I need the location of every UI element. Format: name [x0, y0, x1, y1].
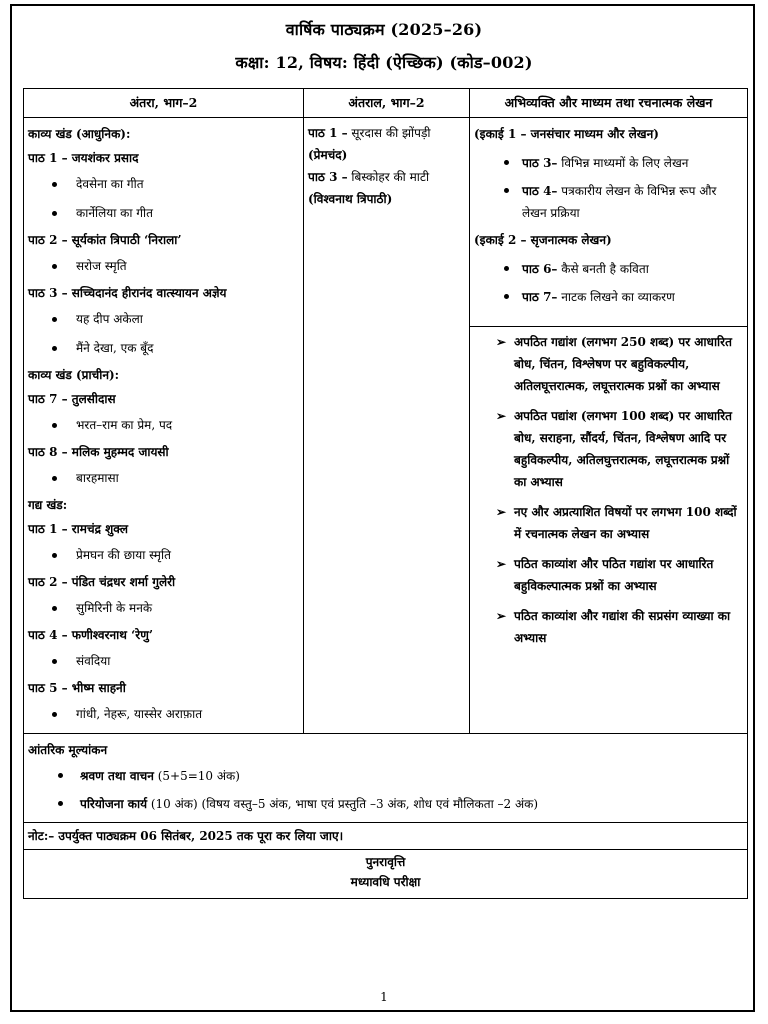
lesson-author: (प्रेमचंद) [308, 148, 348, 162]
lesson-title: पाठ 8 – मलिक मुहम्मद जायसी [28, 445, 169, 459]
section-heading: आंतरिक मूल्यांकन [28, 743, 108, 757]
practice-text: नए और अप्रत्याशित विषयों पर लगभग 100 शब्दों में रचनात्मक लेखन का अभ्यास [514, 505, 737, 541]
assessment-label: परियोजना कार्य [80, 797, 148, 811]
lesson-entry [308, 166, 465, 188]
list-item [474, 501, 743, 545]
lesson-title: पाठ 1 – जयशंकर प्रसाद [28, 151, 139, 165]
lesson-name: सूरदास की झोंपड़ी [347, 126, 431, 140]
list-item: देवसेना का गीत [28, 170, 299, 199]
revision-label: पुनरावृत्ति [365, 855, 406, 869]
lesson-title: पाठ 3 – सच्चिदानंद हीरानंद वात्स्यायन अज्ञेय [28, 286, 227, 300]
practice-text: अपठित पद्यांश (लगभग 100 शब्द) पर आधारित बोध, सराहना, सौंदर्य, चिंतन, विश्लेषण आदि पर बहुविकल्पीय, अतिलघुत्तरात्मक, लघूत्तरात्मक प्रश्नों का अभ्यास [514, 409, 732, 489]
list-item: गांधी, नेहरू, यास्सेर अराफ़ात [28, 700, 299, 729]
list-item: संवदिया [28, 647, 299, 676]
lesson-name: बिस्कोहर की माटी [347, 170, 430, 184]
column-header-antara: अंतरा, भाग–2 [24, 89, 304, 118]
lesson-author: (विश्वनाथ त्रिपाठी) [308, 192, 393, 206]
list-item: प्रेमघन की छाया स्मृति [28, 541, 299, 570]
lesson-name: कैसे बनती है कविता [557, 262, 649, 276]
lesson-number: पाठ 7– [522, 290, 558, 304]
lesson-name: नाटक लिखने का व्याकरण [557, 290, 675, 304]
lesson-number: पाठ 1 – [308, 126, 348, 140]
list-item: कार्नेलिया का गीत [28, 199, 299, 228]
list-item [474, 286, 743, 308]
column-header-abhivyakti: अभिव्यक्ति और माध्यम तथा रचनात्मक लेखन [470, 89, 748, 118]
list-item [474, 605, 743, 649]
lesson-name: पत्रकारीय लेखन के विभिन्न रूप और लेखन प्रक्रिया [522, 184, 717, 220]
column-header-antaral: अंतराल, भाग–2 [304, 89, 470, 118]
antaral-cell [304, 118, 470, 734]
list-item: मैंने देखा, एक बूँद [28, 334, 299, 363]
assessment-detail: (5+5=10 अंक) [153, 769, 240, 783]
table-row-footer [24, 850, 748, 899]
list-item [474, 152, 743, 174]
lesson-title: पाठ 4 – फणीश्वरनाथ ‘रेणु’ [28, 628, 154, 642]
list-item: सरोज स्मृति [28, 252, 299, 281]
list-item [474, 405, 743, 493]
page-title: वार्षिक पाठ्यक्रम (2025–26) [285, 20, 483, 39]
lesson-title: पाठ 2 – पंडित चंद्रधर शर्मा गुलेरी [28, 575, 176, 589]
lesson-number: पाठ 6– [522, 262, 558, 276]
page-subtitle: कक्षा: 12, विषय: हिंदी (ऐच्छिक) (कोड–002) [235, 53, 533, 72]
lesson-number: पाठ 4– [522, 184, 558, 198]
table-header-row [24, 89, 748, 118]
lesson-number: पाठ 3– [522, 156, 558, 170]
assessment-label: श्रवण तथा वाचन [80, 769, 154, 783]
list-item [474, 331, 743, 397]
assessment-detail: (10 अंक) (विषय वस्तु–5 अंक, भाषा एवं प्रस्तुति –3 अंक, शोध एवं मौलिकता –2 अंक) [147, 797, 539, 811]
table-row-note [24, 823, 748, 850]
section-heading: काव्य खंड (प्राचीन): [28, 368, 120, 382]
revision-cell [24, 850, 748, 899]
unit-heading: (इकाई 2 – सृजनात्मक लेखन) [474, 233, 612, 247]
list-item [28, 762, 743, 790]
abhivyakti-units-cell [470, 118, 748, 327]
practice-text: पठित काव्यांश और गद्यांश की सप्रसंग व्याख्या का अभ्यास [514, 609, 731, 645]
arrowhead-icon: ➢ [496, 335, 507, 349]
lesson-name: विभिन्न माध्यमों के लिए लेखन [557, 156, 689, 170]
antara-cell [24, 118, 304, 734]
arrowhead-icon: ➢ [496, 409, 507, 423]
list-item: यह दीप अकेला [28, 305, 299, 334]
lesson-title: पाठ 1 – रामचंद्र शुक्ल [28, 522, 128, 536]
note-cell: नोट:– उपर्युक्त पाठ्यक्रम 06 सितंबर, 2025 तक पूरा कर लिया जाए। [24, 823, 748, 850]
unit-heading: (इकाई 1 – जनसंचार माध्यम और लेखन) [474, 127, 659, 141]
list-item [474, 553, 743, 597]
internal-assessment-cell [24, 734, 748, 823]
list-item [474, 258, 743, 280]
midterm-label: मध्यावधि परीक्षा [350, 875, 421, 889]
arrowhead-icon: ➢ [496, 505, 507, 519]
lesson-title: पाठ 2 – सूर्यकांत त्रिपाठी ‘निराला’ [28, 233, 182, 247]
lesson-number: पाठ 3 – [308, 170, 348, 184]
syllabus-table [23, 88, 748, 899]
list-item: भरत–राम का प्रेम, पद [28, 411, 299, 440]
table-row-internal [24, 734, 748, 823]
list-item: सुमिरिनी के मनके [28, 594, 299, 623]
lesson-title: पाठ 5 – भीष्म साहनी [28, 681, 126, 695]
section-heading: काव्य खंड (आधुनिक): [28, 127, 131, 141]
practice-text: पठित काव्यांश और पठित गद्यांश पर आधारित बहुविकल्पात्मक प्रश्नों का अभ्यास [514, 557, 714, 593]
practice-text: अपठित गद्यांश (लगभग 250 शब्द) पर आधारित बोध, चिंतन, विश्लेषण पर बहुविकल्पीय, अतिलघूत्तरात्मक, लघूत्तरात्मक प्रश्नों का अभ्यास [514, 335, 732, 393]
table-row-main [24, 118, 748, 327]
abhivyakti-practice-cell [470, 327, 748, 734]
list-item [28, 790, 743, 818]
lesson-entry [308, 122, 465, 144]
page-number: 1 [380, 990, 388, 1004]
arrowhead-icon: ➢ [496, 557, 507, 571]
list-item: बारहमासा [28, 464, 299, 493]
lesson-title: पाठ 7 – तुलसीदास [28, 392, 116, 406]
section-heading: गद्य खंड: [28, 498, 68, 512]
arrowhead-icon: ➢ [496, 609, 507, 623]
list-item [474, 180, 743, 224]
